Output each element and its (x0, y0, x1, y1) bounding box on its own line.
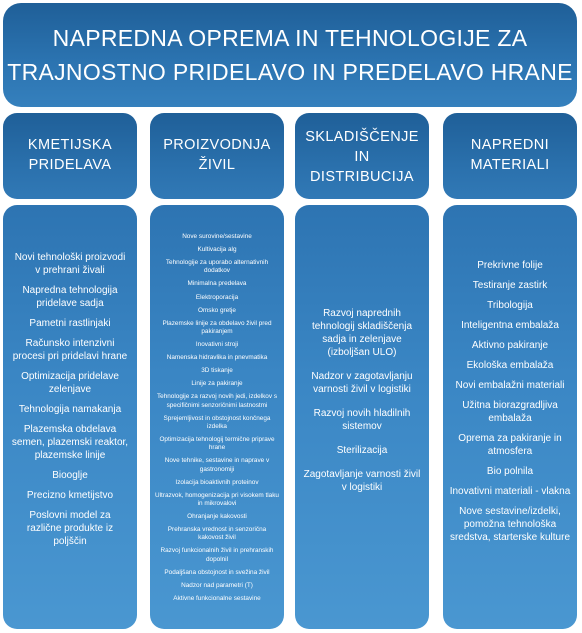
list-item: Tehnologije za razvoj novih jedi, izdelkov s specifičnimi senzoričnimi lastnostmi (156, 393, 278, 409)
header-line: NAPREDNI (470, 137, 550, 153)
list-item: Nadzor nad parametri (T) (181, 581, 253, 589)
list-item: Minimalna predelava (187, 280, 247, 288)
column-skladiscenje-distribucija (295, 205, 429, 629)
list-item: Novi embalažni materiali (455, 380, 565, 391)
header-skladiscenje-distribucija (295, 113, 429, 199)
list-item: Tehnologije za uporabo alternativnih dodatkov (165, 259, 269, 275)
list-item: Razvoj naprednih tehnologij skladiščenja sadja in zelenjave (izboljšan ULO) (311, 308, 413, 358)
list-item: Nadzor v zagotavljanju varnosti živil v logistiki (311, 371, 413, 395)
list-item: Prehranska vrednost in senzorična kakovost živil (167, 526, 267, 542)
list-item: Ultrazvok, homogenizacija pri visokem tlaku in mikrovalovi (155, 491, 279, 507)
list-item: Pametni rastlinjaki (29, 318, 111, 329)
header-line: SKLADIŠČENJE (305, 129, 419, 145)
list-item: Razvoj funkcionalnih živil in prehranskih dopolnil (160, 547, 274, 563)
header-line: IN (354, 149, 370, 165)
list-item: Biooglje (52, 470, 88, 481)
list-item: Aktivno pakiranje (471, 340, 549, 351)
header-line: DISTRIBUCIJA (310, 169, 414, 185)
list-item: Optimizacija pridelave zelenjave (21, 371, 119, 395)
list-item: Namenska hidravlika in pnevmatika (166, 354, 268, 362)
list-item: Izolacija bioaktivnih proteinov (175, 478, 259, 486)
list-item: Plazemske linije za obdelavo živil pred pakiranjem (162, 319, 272, 335)
header-line: PRIDELAVA (28, 157, 112, 173)
list-item: Užitna biorazgradljiva embalaža (462, 400, 558, 424)
list-item: Napredna tehnologija pridelave sadja (22, 285, 118, 309)
list-item: Optimizacija tehnologij termične priprave hrane (159, 436, 275, 452)
list-item: Aktivne funkcionalne sestavine (173, 594, 261, 602)
list-item: Oprema za pakiranje in atmosfera (458, 433, 562, 457)
header-napredni-materiali (443, 113, 577, 199)
list-item: Inovativni materiali - vlakna (449, 486, 571, 497)
header-kmetijska-pridelava (3, 113, 137, 199)
list-item: Sprejemljivost in obstojnost končnega izdelka (163, 414, 271, 430)
list-item: Elektroporacija (195, 293, 239, 301)
list-item: Tehnologija namakanja (18, 404, 122, 415)
header-line: PROIZVODNJA (163, 137, 271, 153)
title-line-1: NAPREDNA OPREMA IN TEHNOLOGIJE ZA (52, 25, 528, 51)
list-item: Podaljšana obstojnost in svežina živil (164, 568, 270, 576)
list-item: Bio polnila (486, 466, 534, 477)
list-item: Prekrivne folije (477, 260, 543, 271)
list-item: Nove tehnike, sestavine in naprave v gastronomiji (164, 457, 270, 473)
list-item: Zagotavljanje varnosti živil v logistiki (303, 469, 421, 493)
list-item: Plazemska obdelava semen, plazemski reaktor, plazemske linije (11, 424, 129, 461)
list-item: Inteligentna embalaža (461, 320, 559, 331)
list-item: Omsko gretje (197, 306, 236, 314)
list-item: Nove sestavine/izdelki, pomožna tehnološka sredstva, starterske kulture (449, 506, 571, 543)
list-item: Tribologija (487, 300, 533, 311)
diagram-title-box (3, 3, 577, 107)
header-proizvodnja-zivil (150, 113, 284, 199)
list-item: Računsko intenzivni procesi pri pridelavi hrane (12, 338, 128, 362)
list-item: Sterilizacija (336, 445, 388, 456)
title-line-2: TRAJNOSTNO PRIDELAVO IN PREDELAVO HRANE (7, 59, 573, 85)
list-item: Nove surovine/sestavine (182, 233, 252, 240)
list-item: Poslovni model za različne produkte iz poljščin (26, 510, 114, 547)
column-proizvodnja-zivil (150, 205, 284, 629)
header-line: ŽIVIL (198, 157, 236, 173)
list-item: Inovativni stroji (195, 341, 239, 349)
list-item: Linije za pakiranje (191, 380, 243, 388)
column-kmetijska-pridelava (3, 205, 137, 629)
list-item: Testiranje zastirk (472, 280, 548, 291)
list-item: Ohranjanje kakovosti (187, 513, 247, 521)
header-line: MATERIALI (470, 157, 550, 173)
list-item: 3D tiskanje (201, 367, 233, 375)
list-item: Ekološka embalaža (466, 360, 554, 371)
list-item: Kultivacija alg (197, 246, 237, 254)
header-line: KMETIJSKA (27, 137, 113, 153)
list-item: Precizno kmetijstvo (26, 490, 114, 501)
list-item: Razvoj novih hladilnih sistemov (313, 408, 411, 432)
column-napredni-materiali (443, 205, 577, 629)
list-item: Novi tehnološki proizvodi v prehrani živali (14, 252, 126, 276)
